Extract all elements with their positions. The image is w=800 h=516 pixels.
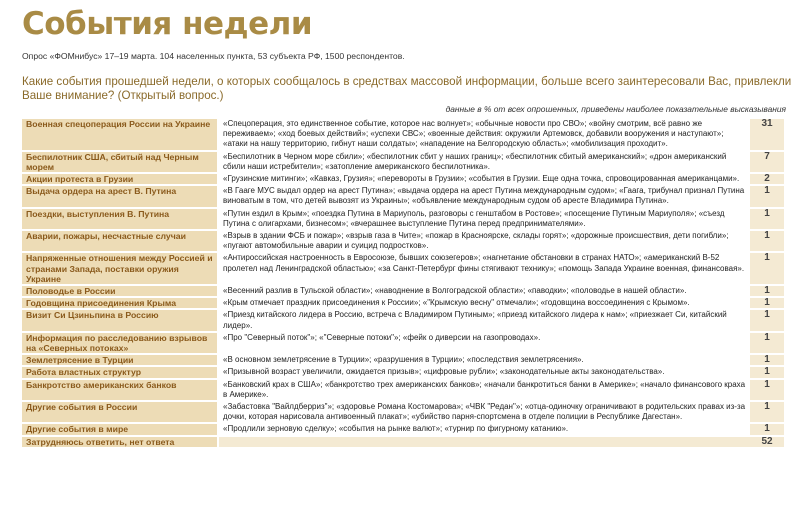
event-value: 1	[750, 402, 784, 422]
event-quotes: «Весенний разлив в Тульской области»; «наводнение в Волгоградской области»; «паводки»; «половодье в нашей области».	[223, 286, 687, 296]
results-table	[22, 117, 784, 449]
table-row	[22, 152, 784, 172]
event-value: 1	[750, 286, 784, 296]
table-row	[22, 174, 784, 184]
event-quotes: «Грузинские митинги»; «Кавказ, Грузия»; «перевороты в Грузии»; «события в Грузии. Еще одна точка, спровоцированная американцами».	[223, 174, 740, 184]
event-name: Аварии, пожары, несчастные случаи	[22, 231, 219, 251]
event-name: Напряженные отношения между Россией и странами Запада, поставки оружия Украине	[22, 253, 219, 284]
event-name: Информация по расследованию взрывов на «Северных потоках»	[22, 333, 219, 353]
event-value: 1	[750, 367, 784, 377]
event-name: Другие события в России	[22, 402, 219, 422]
event-value: 7	[750, 152, 784, 172]
table-row	[22, 253, 784, 284]
event-quotes: «Про "Северный поток"»; «"Северные потоки"»; «фейк о диверсии на газопроводах».	[223, 332, 541, 342]
total-row	[22, 437, 784, 447]
event-value: 1	[750, 424, 784, 434]
event-quotes: «В Гааге МУС выдал ордер на арест Путина»; «выдача ордера на арест Путина международным судом»; «Гаага, трибунал признал Путина виноватым в том, что детей вывозят из Украины»; «объявление международным судом об аресте Владимира Путина».	[223, 186, 745, 206]
table-row	[22, 333, 784, 353]
event-quotes: «Спецоперация, это единственное событие, которое нас волнует»; «обычные новости про СВО»; «войну смотрим, всё равно же переживаем»; «ход боевых действий»; «успехи СВС»; «военные действия: окружили Артемовск, добавили вооружения и наступают»; «атаки на нашу территорию, гибнут наши солдаты»; «нападение на Белгородскую область»; «мобилизация проходит».	[223, 119, 724, 149]
event-name: Военная спецоперация России на Украине	[22, 119, 219, 150]
event-name: Годовщина присоединения Крыма	[22, 298, 219, 308]
event-value: 1	[750, 231, 784, 251]
table-row	[22, 402, 784, 422]
event-quotes: «Крым отмечает праздник присоединения к России»; «"Крымскую весну" отмечали»; «годовщина воссоединения с Крымом».	[223, 298, 690, 308]
table-row	[22, 298, 784, 308]
total-value: 52	[750, 437, 784, 447]
table-row	[22, 231, 784, 251]
event-quotes: «Взрыв в здании ФСБ и пожар»; «взрыв газа в Чите»; «пожар в Красноярске, склады горят»; «дорожные происшествия, дети погибли»; «пугают автомобильные аварии и суицид подростков».	[223, 231, 729, 251]
event-quotes: «Беспилотник в Черном море сбили»; «беспилотник сбит у наших границ»; «беспилотник сбитый американский»; «дрон американский сбили наши истребители»; «затопление американского беспилотника».	[223, 151, 727, 171]
table-row	[22, 367, 784, 377]
survey-info: Опрос «ФОМнибус» 17–19 марта. 104 населенных пункта, 53 субъекта РФ, 1500 респондентов.	[22, 51, 405, 61]
event-quotes: «Банковский крах в США»; «банкротство трех американских банков»; «начали банкротиться банки в Америке»; «начало финансового краха в Америке».	[223, 379, 746, 399]
event-name: Выдача ордера на арест В. Путина	[22, 186, 219, 206]
event-quotes: «Продлили зерновую сделку»; «события на рынке валют»; «турнир по фигурному катанию».	[223, 424, 569, 434]
event-value: 1	[750, 380, 784, 400]
table-row	[22, 209, 784, 229]
table-row	[22, 286, 784, 296]
event-quotes: «Призывной возраст увеличили, ожидается призыв»; «цифровые рубли»; «законодательные акты законодательства».	[223, 367, 665, 377]
event-name: Акции протеста в Грузии	[22, 174, 219, 184]
event-value: 1	[750, 209, 784, 229]
event-name: Визит Си Цзиньпина в Россию	[22, 310, 219, 330]
event-value: 1	[750, 310, 784, 330]
table-row	[22, 380, 784, 400]
event-name: Беспилотник США, сбитый над Черным морем	[22, 152, 219, 172]
event-name: Другие события в мире	[22, 424, 219, 434]
event-name: Банкротство американских банков	[22, 380, 219, 400]
table-row	[22, 310, 784, 330]
event-value: 31	[750, 119, 784, 150]
survey-question: Какие события прошедшей недели, о которых сообщалось в средствах массовой информации, больше всего заинтересовали Вас, привлекли Ваше внимание? (Открытый вопрос.)	[22, 75, 792, 102]
event-quotes: «Путин ездил в Крым»; «поездка Путина в Мариуполь, разговоры с генштабом в Ростове»; «посещение Путиным Мариуполя»; «съезд Путина с олигархами, бизнесом»; «вчерашнее выступление Путина перед предпринимателями».	[223, 208, 725, 228]
event-quotes: «В основном землетрясение в Турции»; «разрушения в Турции»; «последствия землетрясения».	[223, 355, 584, 365]
total-label: Затрудняюсь ответить, нет ответа	[22, 437, 219, 447]
table-row	[22, 119, 784, 150]
event-name: Землетрясение в Турции	[22, 355, 219, 365]
event-name: Половодье в России	[22, 286, 219, 296]
page-title: События недели	[22, 6, 313, 42]
total-quotes	[219, 437, 750, 447]
table-row	[22, 355, 784, 365]
data-note: данные в % от всех опрошенных, приведены наиболее показательные высказывания	[445, 104, 786, 114]
event-name: Работа властных структур	[22, 367, 219, 377]
event-value: 1	[750, 355, 784, 365]
event-value: 1	[750, 186, 784, 206]
event-quotes: «Приезд китайского лидера в Россию, встреча с Владимиром Путиным»; «приезд китайского лидера к нам»; «приезжает Си, китайский лидер».	[223, 310, 727, 330]
event-quotes: «Антироссийская настроенность в Евросоюзе, бывших союзегеров»; «нагнетание обстановки в странах НАТО»; «американский В-52 пролетел над Ленинградской областью»; «за Санкт-Петербург фины стягивают технику»; «помощь Запада Украине военная, финансовая».	[223, 253, 745, 273]
table-row	[22, 186, 784, 206]
event-value: 2	[750, 174, 784, 184]
event-value: 1	[750, 298, 784, 308]
event-value: 1	[750, 333, 784, 353]
table-row	[22, 424, 784, 434]
event-name: Поездки, выступления В. Путина	[22, 209, 219, 229]
event-value: 1	[750, 253, 784, 284]
event-quotes: «Забастовка "Вайлдберриз"»; «здоровье Романа Костомарова»; «ЧВК "Редан"»; «отца-одиночку ограничивают в родительских правах из-за дочки, которая нарисовала антивоенный плакат»; «убийство парня-спортсмена в отделе полиции в Республике Дагестан».	[223, 402, 746, 422]
